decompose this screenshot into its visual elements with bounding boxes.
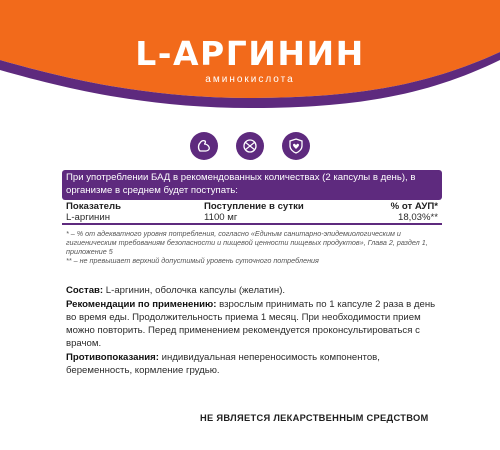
row-name: L-аргинин xyxy=(66,212,111,223)
header-daily-intake: Поступление в сутки xyxy=(204,201,304,212)
row-percent: 18,03%** xyxy=(397,212,438,223)
footnotes xyxy=(66,229,440,265)
usage-label: Рекомендации по применению: xyxy=(66,299,217,310)
table-header-row xyxy=(66,201,438,212)
table-row xyxy=(66,212,438,223)
usage-text: взрослым принимать по 1 капсуле 2 раза в день во время еды. Продолжительность приема 1 месяц. При необходимости прием можно повторить. Перед применением рекомендуется проконсультироваться с врачом. xyxy=(66,299,436,349)
row-amount: 1100 мг xyxy=(204,212,238,223)
nutrition-table xyxy=(66,201,438,223)
product-info xyxy=(66,284,448,378)
vessels-icon xyxy=(236,132,264,160)
header-indicator: Показатель xyxy=(66,201,122,212)
contraindications-label: Противопоказания: xyxy=(66,352,159,363)
contraindications-line xyxy=(66,351,448,377)
composition-label: Состав: xyxy=(66,285,104,296)
product-title: L-АРГИНИН xyxy=(135,34,365,73)
muscle-icon xyxy=(190,132,218,160)
footnote-1: * – % от адекватного уровня потребления, согласно «Единым санитарно-эпидемиологическим и гигиеническим требованиям безопасности и пищевой ценности пищевых продуктов», Глава 2, раздел 1, приложение 5 xyxy=(66,229,428,256)
composition-line xyxy=(66,284,448,297)
contraindications-text: индивидуальная непереносимость компонентов, беременность, кормление грудью. xyxy=(66,352,380,376)
intro-text: При употреблении БАД в рекомендованных количествах (2 капсулы в день), в организме в среднем будет поступать: xyxy=(66,172,416,196)
header-percent: % от АУП* xyxy=(390,201,438,212)
composition-text: L-аргинин, оболочка капсулы (желатин). xyxy=(105,285,286,296)
footnote-2: ** – не превышает верхний допустимый уровень суточного потребления xyxy=(66,256,319,265)
table-divider xyxy=(62,223,442,225)
benefit-icons xyxy=(0,132,500,160)
disclaimer: НЕ ЯВЛЯЕТСЯ ЛЕКАРСТВЕННЫМ СРЕДСТВОМ xyxy=(200,413,429,423)
product-subtitle: аминокислота xyxy=(205,74,295,85)
usage-line xyxy=(66,298,448,350)
heart-shield-icon xyxy=(282,132,310,160)
